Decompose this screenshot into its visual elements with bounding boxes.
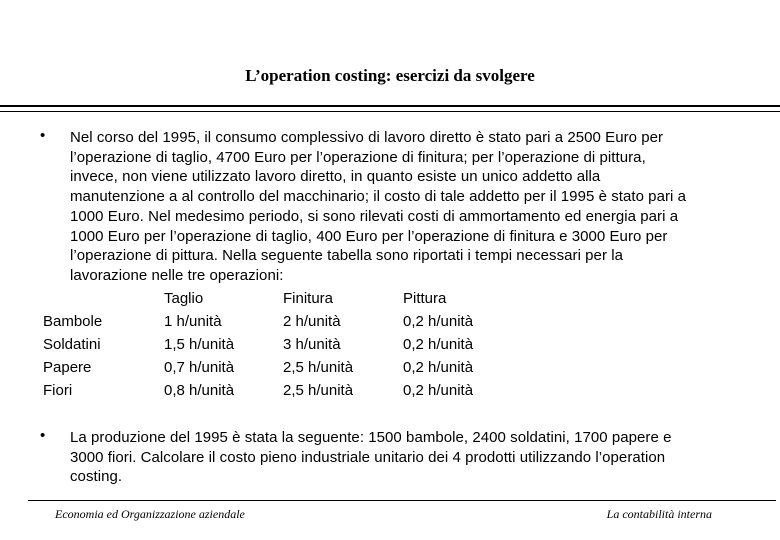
table-cell: 0,2 h/unità [403, 336, 474, 353]
paragraph-2-line: La produzione del 1995 è stata la seguente: 1500 bambole, 2400 soldatini, 1700 papere e [70, 429, 672, 446]
paragraph-1-line: 1000 Euro. Nel medesimo periodo, si sono rilevati costi di ammortamento ed energia pari a [70, 207, 679, 225]
header-pittura: Pittura [403, 290, 447, 307]
paragraph-2-line: 3000 fiori. Calcolare il costo pieno industriale unitario dei 4 prodotti utilizzando l’operation [70, 448, 666, 466]
table-cell: 2,5 h/unità [283, 359, 354, 376]
paragraph-1-line: l’operazione di pittura. Nella seguente tabella sono riportati i tempi necessari per la [70, 247, 623, 265]
table-cell: 1,5 h/unità [164, 336, 235, 353]
paragraph-1-line: invece, non viene utilizzato lavoro diretto, in quanto esiste un unico addetto alla [70, 168, 601, 186]
paragraph-2-line: costing. [70, 468, 123, 486]
footer-section-title: La contabilità interna [606, 507, 712, 521]
table-row [0, 356, 780, 379]
table-cell: 3 h/unità [283, 336, 341, 353]
paragraph-1-line: Nel corso del 1995, il consumo complessivo di lavoro diretto è stato pari a 2500 Euro per [70, 129, 664, 146]
paragraph-1-line: l’operazione di taglio, 4700 Euro per l’operazione di finitura; per l’operazione di pittura, [70, 148, 646, 166]
table-cell: 0,8 h/unità [164, 382, 235, 399]
hours-table [0, 287, 780, 402]
table-cell: 2,5 h/unità [283, 382, 354, 399]
table-cell: 0,2 h/unità [403, 359, 474, 376]
paragraph-1-line: lavorazione nelle tre operazioni: [70, 266, 284, 284]
paragraph-1-line: manutenzione a al controllo del macchinario; il costo di tale addetto per il 1995 è stato pari a [70, 188, 686, 206]
title-rule-thick [0, 105, 780, 107]
title-rule-thin [0, 111, 780, 112]
table-header-row [0, 287, 780, 310]
table-cell: 0,2 h/unità [403, 313, 474, 330]
row-label: Papere [43, 359, 92, 376]
footer-rule [28, 500, 776, 501]
header-finitura: Finitura [283, 290, 334, 307]
table-row [0, 333, 780, 356]
paragraph-1 [70, 128, 740, 286]
page-title: L’operation costing: esercizi da svolgere [245, 66, 535, 85]
bullet-2: • [40, 427, 46, 444]
row-label: Soldatini [43, 336, 101, 353]
row-label: Fiori [43, 382, 73, 399]
table-cell: 1 h/unità [164, 313, 222, 330]
header-taglio: Taglio [164, 290, 204, 307]
row-label: Bambole [43, 313, 103, 330]
table-cell: 0,7 h/unità [164, 359, 235, 376]
table-cell: 2 h/unità [283, 313, 341, 330]
table-cell: 0,2 h/unità [403, 382, 474, 399]
bullet-1: • [40, 127, 46, 144]
footer-course-title: Economia ed Organizzazione aziendale [55, 507, 245, 521]
table-row [0, 379, 780, 402]
paragraph-1-line: 1000 Euro per l’operazione di taglio, 400 Euro per l’operazione di finitura e 3000 Euro per [70, 227, 668, 245]
table-row [0, 310, 780, 333]
paragraph-2 [70, 428, 740, 487]
